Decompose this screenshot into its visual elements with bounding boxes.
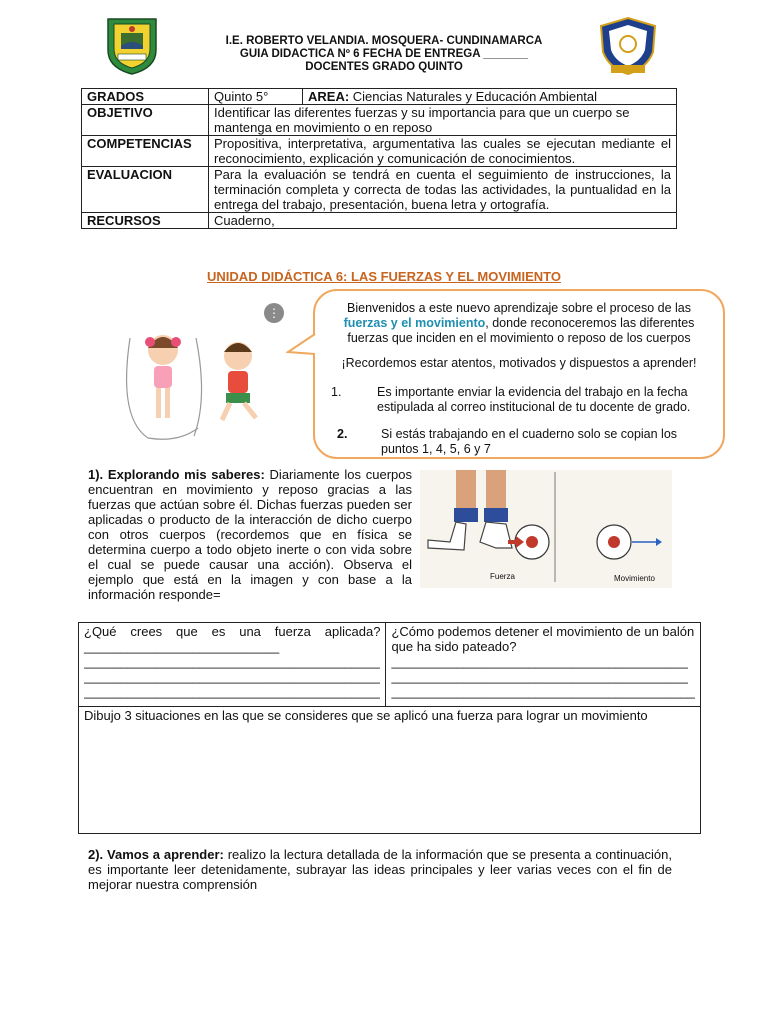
section2-title: 2). Vamos a aprender: [88, 847, 224, 862]
question2-line-1: _________________________________________ [391, 654, 688, 669]
teachers-line: DOCENTES GRADO QUINTO [305, 61, 463, 73]
figure-label-fuerza: Fuerza [490, 572, 515, 581]
section2-paragraph [88, 847, 672, 892]
row-objetivo [82, 105, 677, 136]
school-name: I.E. ROBERTO VELANDIA. MOSQUERA- CUNDINAMARCA [225, 35, 543, 47]
question3-drawing-cell[interactable] [79, 707, 701, 834]
row-evaluacion [82, 167, 677, 213]
evaluacion-value: Para la evaluación se tendrá en cuenta el seguimiento de instrucciones, la terminación completa y correcta de todas las actividades, la puntualidad en la entrega del trabajo, presentación, buena letra y ortografía. [209, 167, 677, 213]
area-value: Ciencias Naturales y Educación Ambiental [349, 89, 598, 104]
area-cell [303, 89, 602, 104]
competencias-label: COMPETENCIAS [82, 136, 209, 167]
grados-label: GRADOS [82, 89, 209, 105]
bubble-item1-text: Es importante enviar la evidencia del trabajo en la fecha estipulada al correo institucional de tu docente de grado. [377, 385, 691, 414]
questions-row [79, 623, 701, 707]
question1-line-2: _________________________________________ [84, 669, 381, 684]
bubble-motivation: ¡Recordemos estar atentos, motivados y dispuestos a aprender! [341, 356, 697, 370]
section1-title: 1). Explorando mis saberes: [88, 467, 265, 482]
children-jumping-rope-illustration [118, 298, 278, 448]
section1-text: Diariamente los cuerpos encuentran en movimiento y reposo gracias a las fuerzas que actúan sobre él. Dichas fuerzas pueden ser aplicadas o producto de la interacción de dicho cuerpo con otros cuerpos (recordemos que en física se determina cuerpo a todo objeto inerte o con vida sobre el cual se puede causar una acción). Observa el ejemplo que está en la imagen y con base a la información responde= [88, 467, 412, 602]
question3-text: Dibujo 3 situaciones en las que se consideres que se aplicó una fuerza para lograr un movimiento [84, 708, 648, 723]
recursos-label: RECURSOS [82, 213, 209, 229]
evaluacion-label: EVALUACION [82, 167, 209, 213]
question1-cell[interactable] [79, 623, 386, 707]
area-label: AREA: [308, 89, 350, 104]
unit-title: UNIDAD DIDÁCTICA 6: LAS FUERZAS Y EL MOVIMIENTO [207, 269, 561, 284]
guide-title: GUIA DIDACTICA Nº 6 FECHA DE ENTREGA _______ [239, 48, 529, 60]
question1-text: ¿Qué crees que es una fuerza aplicada?___________________________ [84, 624, 381, 654]
question2-line-3: __________________________________________ [391, 684, 696, 699]
bubble-item2-text: Si estás trabajando en el cuaderno solo se copian los puntos 1, 4, 5, 6 y 7 [381, 427, 678, 456]
bubble-item1-num: 1. [331, 385, 342, 399]
question2-text: ¿Cómo podemos detener el movimiento de un balón que ha sido pateado? [391, 624, 695, 654]
bubble-pointer [286, 330, 318, 360]
grados-value-text: Quinto 5° [209, 89, 303, 104]
competencias-value: Propositiva, interpretativa, argumentativa las cuales se ejecutan mediante el reconocimiento, explicación y comunicación de conocimientos. [209, 136, 677, 167]
bubble-intro [329, 301, 709, 346]
row-competencias [82, 136, 677, 167]
welcome-speech-bubble [313, 289, 725, 459]
question2-cell[interactable] [386, 623, 701, 707]
bubble-intro-highlight: fuerzas y el movimiento [343, 316, 486, 330]
row-grados [82, 89, 677, 105]
section1-paragraph [88, 467, 412, 602]
bubble-intro-b: , donde reconoceremos las diferentes fuerzas que inciden en el movimiento o reposo de los cuerpos [347, 316, 695, 345]
force-movement-figure [420, 470, 672, 588]
section2-text: realizo la lectura detallada de la información que se presenta a continuación, es importante leer detenidamente, subrayar las ideas principales y leer varias veces con el fin de mejorar nuestra comprensión [88, 847, 672, 892]
drawing-row [79, 707, 701, 834]
row-recursos [82, 213, 677, 229]
question1-line-3: _________________________________________ [84, 684, 381, 699]
grados-value [209, 89, 677, 105]
more-options-icon[interactable]: ⋮ [264, 303, 284, 323]
question2-line-2: _________________________________________ [391, 669, 688, 684]
info-table [81, 88, 677, 229]
bubble-item2-num: 2. [337, 427, 348, 441]
recursos-value: Cuaderno, [209, 213, 677, 229]
questions-table [78, 622, 701, 834]
bubble-intro-a: Bienvenidos a este nuevo aprendizaje sobre el proceso de las [347, 301, 691, 315]
objetivo-value: Identificar las diferentes fuerzas y su importancia para que un cuerpo se mantenga en movimiento o en reposo [209, 105, 677, 136]
figure-label-movimiento: Movimiento [614, 574, 655, 583]
question1-line-1: _________________________________________ [84, 654, 381, 669]
objetivo-label: OBJETIVO [82, 105, 209, 136]
